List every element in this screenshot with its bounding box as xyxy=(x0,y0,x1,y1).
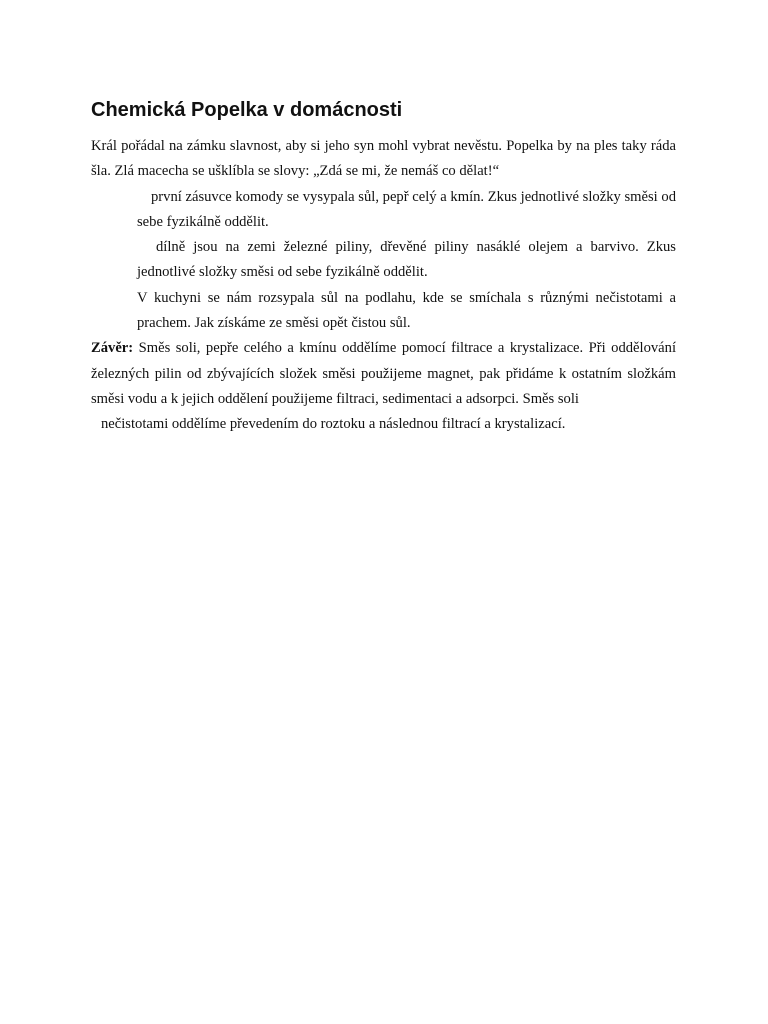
task-item: dílně jsou na zemi železné piliny, dřevěné piliny nasáklé olejem a barvivo. Zkus jednotlivé složky směsi od sebe fyzikálně oddělit. xyxy=(137,239,676,281)
conclusion-text: Směs soli, pepře celého a kmínu oddělíme pomocí filtrace a krystalizace. Při oddělování železných pilin od zbývajících složek směsi použijeme magnet, pak přidáme k ostatním složkám směsi vodu a k jejich oddělení použijeme filtraci, sedimentaci a adsorpci. Směs soli xyxy=(91,340,676,407)
intro-paragraph: Král pořádal na zámku slavnost, aby si jeho syn mohl vybrat nevěstu. Popelka by na ples taky ráda šla. Zlá macecha se ušklíbla se slovy: „Zdá se mi, že nemáš co dělat!“ xyxy=(91,138,676,180)
conclusion-tail: nečistotami oddělíme převedením do roztoku a následnou filtrací a krystalizací. xyxy=(101,416,566,433)
conclusion-paragraph xyxy=(91,336,676,412)
task-list xyxy=(137,185,676,337)
task-item: V kuchyni se nám rozsypala sůl na podlahu, kde se smíchala s různými nečistotami a prachem. Jak získáme ze směsi opět čistou sůl. xyxy=(137,289,676,332)
document-page xyxy=(91,96,676,438)
task-item: první zásuvce komody se vysypala sůl, pepř celý a kmín. Zkus jednotlivé složky směsi od sebe fyzikálně oddělit. xyxy=(137,188,676,230)
document-title: Chemická Popelka v domácnosti xyxy=(91,99,403,121)
conclusion-label: Závěr: xyxy=(91,340,134,357)
